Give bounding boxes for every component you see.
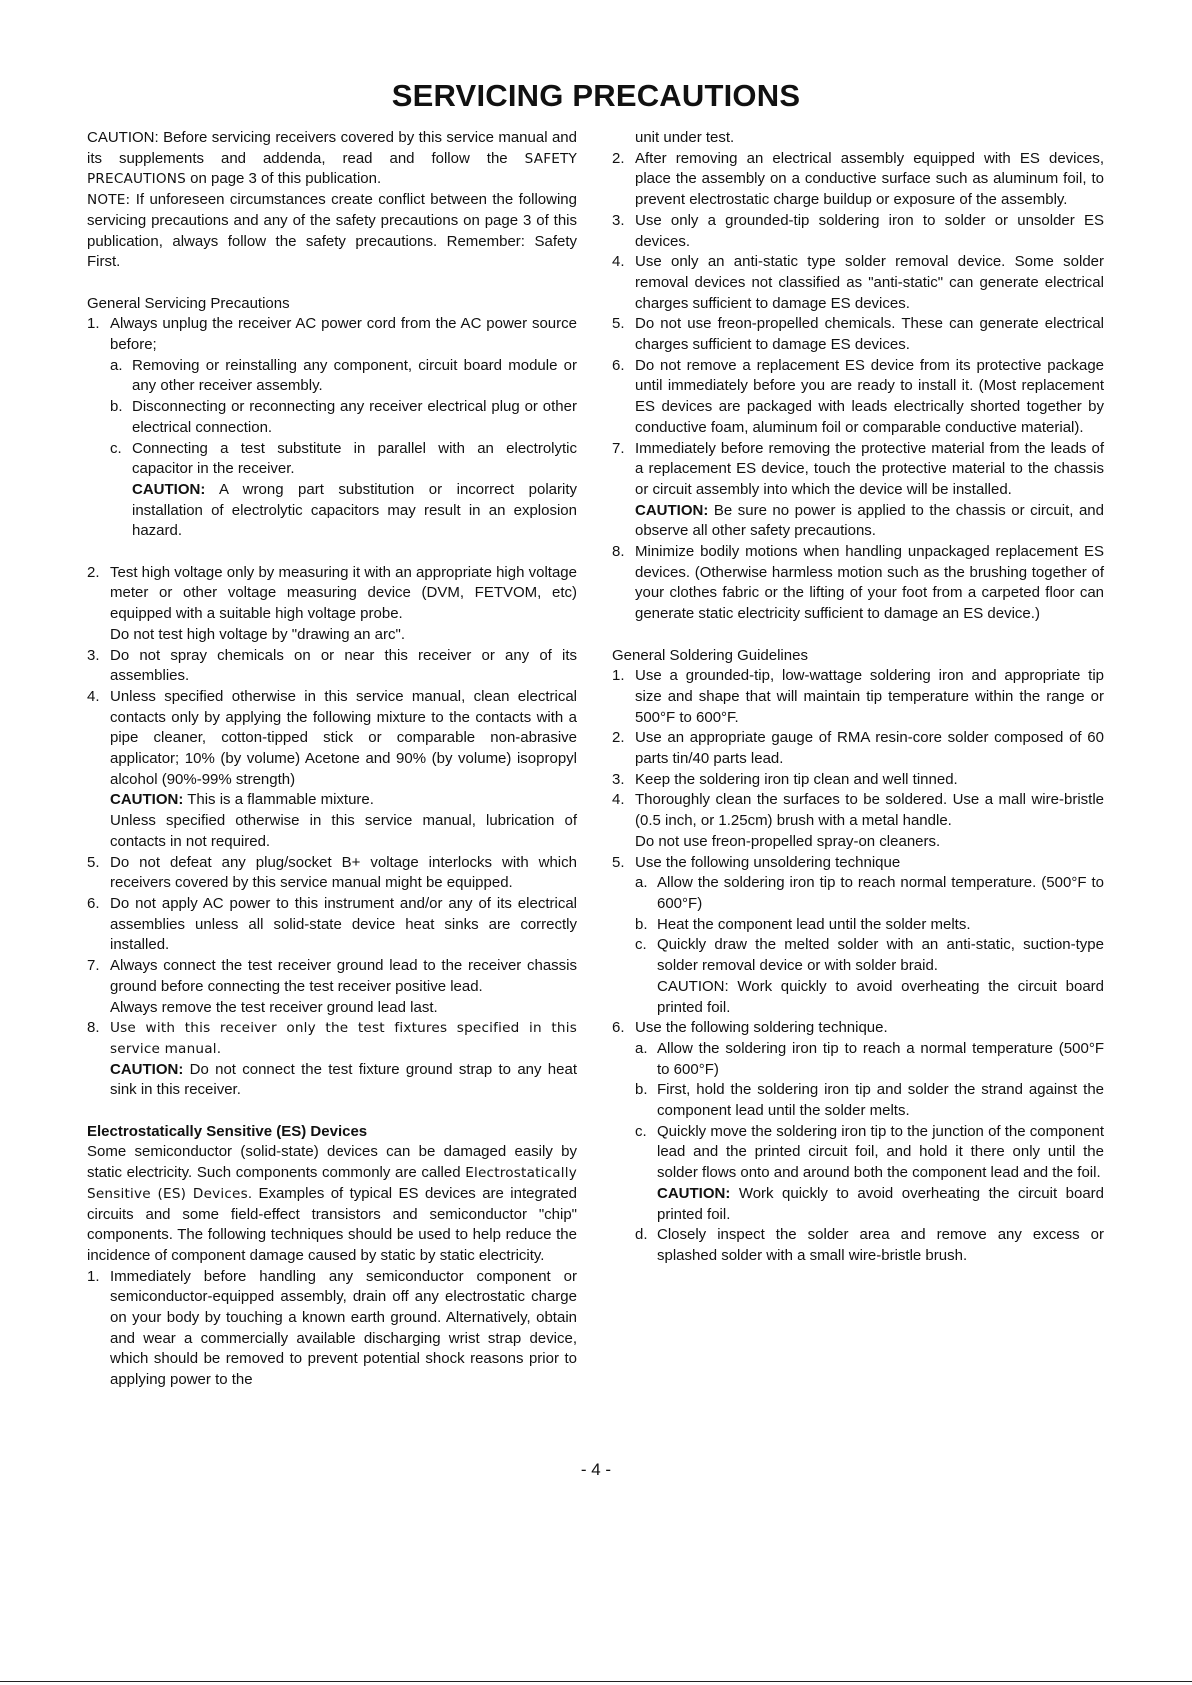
list-item: 2. Use an appropriate gauge of RMA resin-core solder composed of 60 parts tin/40 parts lead.	[612, 729, 1104, 768]
sub-item: b. First, hold the soldering iron tip and solder the strand against the component lead until the solder melts.	[635, 1081, 1104, 1120]
soldering-guidelines-heading: General Soldering Guidelines	[612, 646, 808, 664]
general-servicing-heading: General Servicing Precautions	[87, 294, 290, 312]
caution-note: CAUTION: Work quickly to avoid overheating the circuit board printed foil.	[657, 977, 1104, 1016]
list-item: 3. Do not spray chemicals on or near this receiver or any of its assemblies.	[87, 646, 577, 685]
es-devices-heading: Electrostatically Sensitive (ES) Devices	[87, 1122, 368, 1140]
sub-item: b. Disconnecting or reconnecting any receiver electrical plug or other electrical connection.	[110, 398, 577, 436]
sub-item: c. Connecting a test substitute in parallel with an electrolytic capacitor in the receiver.	[110, 439, 577, 478]
item-continuation: Always remove the test receiver ground lead last.	[110, 998, 438, 1016]
list-item: 3. Use only a grounded-tip soldering iron to solder or unsolder ES devices.	[612, 211, 1104, 250]
bottom-rule	[0, 1681, 1192, 1682]
page-title: SERVICING PRECAUTIONS	[391, 78, 801, 113]
list-item: 4. Thoroughly clean the surfaces to be soldered. Use a mall wire-bristle (0.5 inch, or 1.25cm) brush with a metal handle.	[612, 791, 1104, 830]
list-item: 5. Do not use freon-propelled chemicals. These can generate electrical charges sufficient to damage ES devices.	[612, 315, 1104, 354]
right-column	[612, 128, 1104, 1267]
caution-note: CAUTION: Work quickly to avoid overheating the circuit board printed foil.	[657, 1184, 1104, 1223]
list-item: 2. After removing an electrical assembly equipped with ES devices, place the assembly on a conductive surface such as aluminum foil, to prevent electrostatic charge buildup or exposure of the assembly.	[612, 149, 1104, 209]
sub-item: d. Closely inspect the solder area and remove any excess or splashed solder with a small wire-bristle brush.	[635, 1226, 1104, 1264]
list-item: 1. Use a grounded-tip, low-wattage soldering iron and appropriate tip size and shape that will maintain tip temperature within the range or 500°F to 600°F.	[612, 667, 1104, 726]
list-item: 6. Do not apply AC power to this instrument and/or any of its electrical assemblies unless all solid-state device heat sinks are correctly installed.	[87, 894, 577, 954]
sub-item: c. Quickly draw the melted solder with an anti-static, suction-type solder removal device or with solder braid.	[635, 936, 1104, 975]
intro-caution: CAUTION: Before servicing receivers covered by this service manual and its supplements and addenda, read and follow the SAFETY PRECAUTIONS on page 3 of this publication.	[87, 129, 578, 188]
caution-note: CAUTION: Be sure no power is applied to the chassis or circuit, and observe all other safety precautions.	[635, 501, 1104, 540]
sub-item: a. Allow the soldering iron tip to reach a normal temperature (500°F to 600°F)	[635, 1039, 1104, 1078]
list-item: 8. Use with this receiver only the test fixtures specified in this service manual.	[87, 1019, 577, 1057]
list-item: 1. Always unplug the receiver AC power cord from the AC power source before;	[87, 315, 577, 354]
caution-note: CAUTION: A wrong part substitution or incorrect polarity installation of electrolytic capacitors may result in an explosion hazard.	[132, 480, 577, 540]
sub-item: a. Removing or reinstalling any component, circuit board module or any other receiver assembly.	[110, 356, 577, 395]
caution-note: CAUTION: Do not connect the test fixture ground strap to any heat sink in this receiver.	[110, 1060, 577, 1099]
safety-precautions-ref: SAFETY PRECAUTIONS	[87, 150, 578, 188]
list-item: 5. Use the following unsoldering technique	[612, 853, 901, 871]
list-item: 6. Use the following soldering technique.	[612, 1019, 888, 1037]
caution-note: CAUTION: This is a flammable mixture.	[110, 791, 374, 809]
list-item: 8. Minimize bodily motions when handling unpackaged replacement ES devices. (Otherwise harmless motion such as the brushing together of your clothes fabric or the lifting of your foot from a carpeted floor can generate static electricity sufficient to damage an ES device.)	[612, 543, 1104, 623]
item-continuation: Do not use freon-propelled spray-on cleaners.	[635, 832, 941, 850]
left-column	[87, 128, 577, 1391]
list-item: 6. Do not remove a replacement ES device from its protective package until immediately before you are ready to install it. (Most replacement ES devices are packaged with leads electrically shorted together by conductive foam, aluminum foil or comparable conductive material).	[612, 356, 1104, 436]
item-continuation: unit under test.	[635, 129, 735, 146]
sub-item: c. Quickly move the soldering iron tip to the junction of the component lead and the printed circuit foil, and hold it there only until the solder flows onto and around both the component lead and the foil.	[635, 1122, 1104, 1182]
list-item: 5. Do not defeat any plug/socket B+ voltage interlocks with which receivers covered by this service manual might be equipped.	[87, 853, 577, 892]
sub-item: a. Allow the soldering iron tip to reach normal temperature. (500°F to 600°F)	[635, 874, 1104, 912]
list-item: 1. Immediately before handling any semiconductor component or semiconductor-equipped assembly, drain off any electrostatic charge on your body by touching a known earth ground. Alternatively, obtain and wear a commercially available discharging wrist strap device, which should be removed to prevent potential shock reasons prior to applying power to the	[87, 1267, 577, 1389]
page-number: - 4 -	[580, 1460, 612, 1479]
item-continuation: Do not test high voltage by "drawing an arc".	[110, 625, 405, 643]
list-item: 7. Immediately before removing the protective material from the leads of a replacement ES device, touch the protective material to the chassis or circuit assembly into which the device will be installed.	[612, 439, 1104, 498]
sub-item: b. Heat the component lead until the solder melts.	[635, 915, 971, 933]
intro-note: NOTE: If unforeseen circumstances create conflict between the following servicing precautions and any of the safety precautions on page 3 of this publication, always follow the safety precautions. Remember: Safety First.	[87, 191, 577, 271]
list-item: 3. Keep the soldering iron tip clean and well tinned.	[612, 770, 958, 788]
list-item: 2. Test high voltage only by measuring it with an appropriate high voltage meter or other voltage measuring device (DVM, FETVOM, etc) equipped with a suitable high voltage probe.	[87, 563, 577, 623]
list-item: 4. Use only an anti-static type solder removal device. Some solder removal devices not classified as "anti-static" can generate electrical charges sufficient to damage ES devices.	[612, 253, 1104, 312]
list-item: 4. Unless specified otherwise in this service manual, clean electrical contacts only by applying the following mixture to the contacts with a pipe cleaner, cotton-tipped stick or comparable non-abrasive applicator; 10% (by volume) Acetone and 90% (by volume) isopropyl alcohol (90%-99% strength)	[87, 687, 577, 788]
es-intro: Some semiconductor (solid-state) devices can be damaged easily by static electricity. Such components commonly are called Electrostatically Sensitive (ES) Devices. Examples of typical ES devices are integrated circuits and some field-effect transistors and semiconductor "chip" components. The following techniques should be used to help reduce the incidence of component damage caused by static by static electricity.	[87, 1143, 578, 1264]
item-continuation: Unless specified otherwise in this service manual, lubrication of contacts in not required.	[110, 812, 577, 850]
list-item: 7. Always connect the test receiver ground lead to the receiver chassis ground before connecting the test receiver positive lead.	[87, 957, 577, 995]
